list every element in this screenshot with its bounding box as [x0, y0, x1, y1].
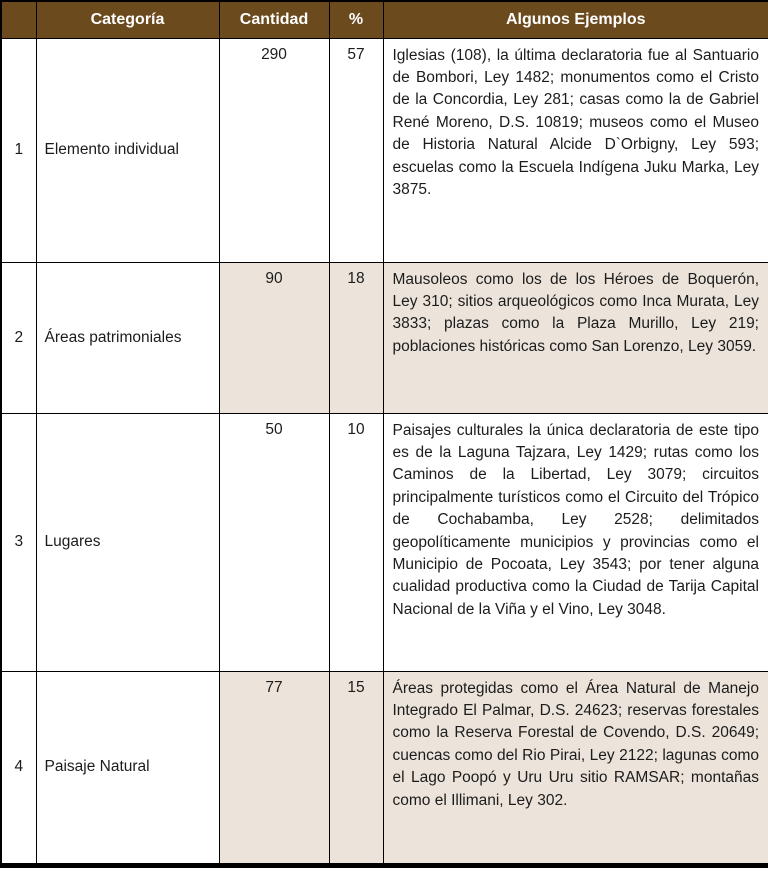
header-quantity: Cantidad: [219, 1, 329, 38]
quantity-cell: 290: [219, 38, 329, 262]
table-header: [1, 1, 768, 38]
quantity-cell: 77: [219, 671, 329, 865]
header-percent: %: [329, 1, 383, 38]
category-cell: Áreas patrimoniales: [36, 262, 219, 413]
table-row: [1, 671, 768, 865]
percent-cell: 57: [329, 38, 383, 262]
row-number-cell: 1: [1, 38, 36, 262]
header-examples: Algunos Ejemplos: [383, 1, 768, 38]
percent-cell: 18: [329, 262, 383, 413]
examples-cell: Iglesias (108), la última declaratoria fue al Santuario de Bombori, Ley 1482; monumentos como el Cristo de la Concordia, Ley 281; casas como la de Gabriel René Moreno, D.S. 10819; museos como el Museo de Historia Natural Alcide D`Orbigny, Ley 593; escuelas como la Escuela Indígena Juku Marka, Ley 3875.: [383, 38, 768, 262]
row-number-cell: 4: [1, 671, 36, 865]
row-number-cell: 2: [1, 262, 36, 413]
header-number: [1, 1, 36, 38]
header-category: Categoría: [36, 1, 219, 38]
category-cell: Elemento individual: [36, 38, 219, 262]
quantity-cell: 90: [219, 262, 329, 413]
examples-cell: Áreas protegidas como el Área Natural de Manejo Integrado El Palmar, D.S. 24623; reservas forestales como la Reserva Forestal de Covendo, D.S. 20649; cuencas como del Rio Pirai, Ley 2122; lagunas como el Lago Poopó y Uru Uru sitio RAMSAR; montañas como el Illimani, Ley 302.: [383, 671, 768, 865]
examples-cell: Paisajes culturales la única declaratoria de este tipo es de la Laguna Tajzara, Ley 1429; rutas como los Caminos de la Libertad, Ley 3079; circuitos principalmente turísticos como el Circuito del Trópico de Cochabamba, Ley 2528; delimitados geopolíticamente municipios y provincias como el Municipio de Pocoata, Ley 3543; por tener alguna cualidad productiva como la Ciudad de Tarija Capital Nacional de la Viña y el Vino, Ley 3048.: [383, 413, 768, 671]
category-cell: Lugares: [36, 413, 219, 671]
percent-cell: 15: [329, 671, 383, 865]
header-row: [1, 1, 768, 38]
table-row: [1, 413, 768, 671]
table-row: [1, 262, 768, 413]
table-body: [1, 38, 768, 865]
quantity-cell: 50: [219, 413, 329, 671]
examples-cell: Mausoleos como los de los Héroes de Boquerón, Ley 310; sitios arqueológicos como Inca Murata, Ley 3833; plazas como la Plaza Murillo, Ley 219; poblaciones históricas como San Lorenzo, Ley 3059.: [383, 262, 768, 413]
category-cell: Paisaje Natural: [36, 671, 219, 865]
percent-cell: 10: [329, 413, 383, 671]
row-number-cell: 3: [1, 413, 36, 671]
table-row: [1, 38, 768, 262]
